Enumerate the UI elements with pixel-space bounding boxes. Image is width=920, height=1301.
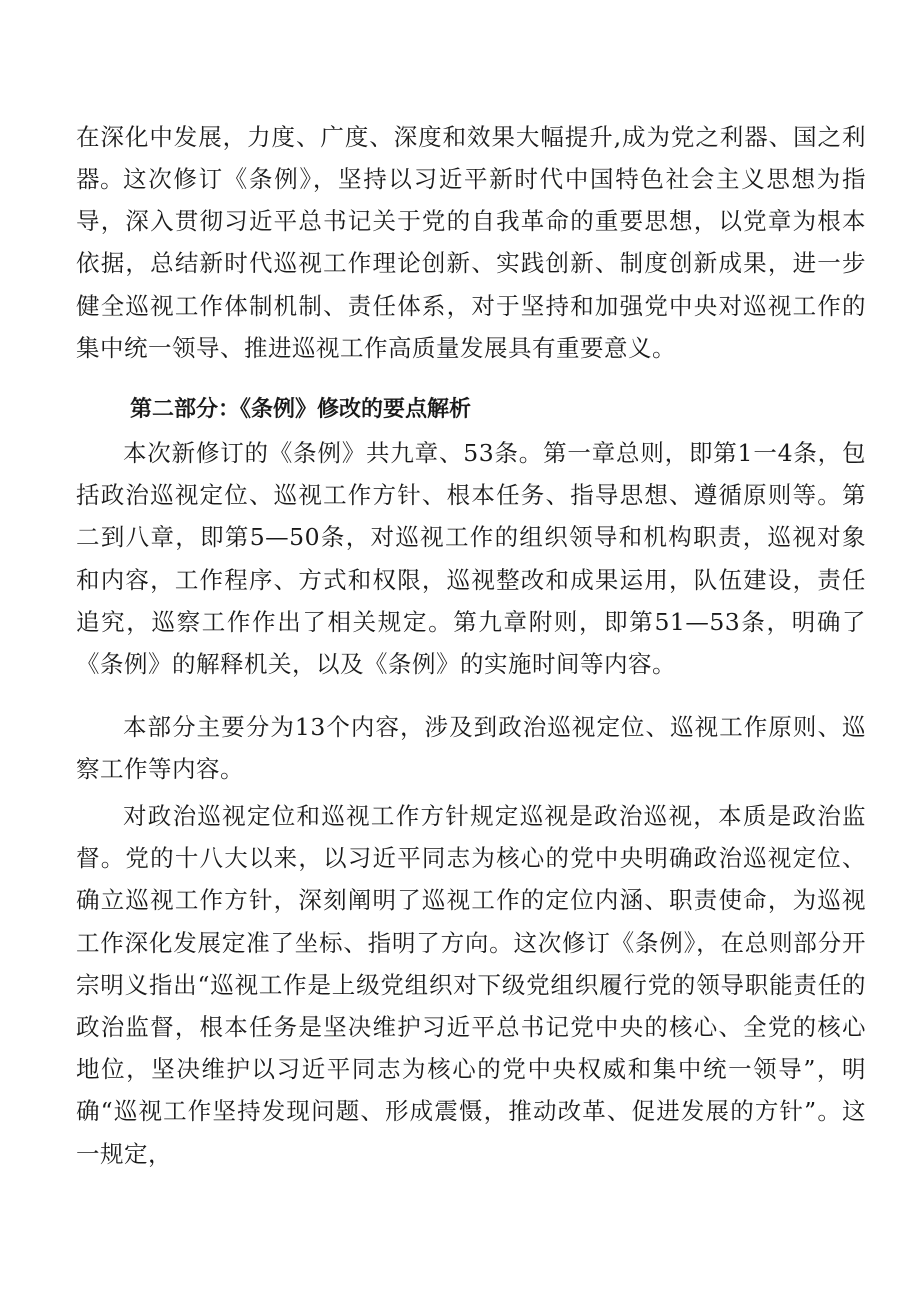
section-heading: 第二部分：《条例》修改的要点解析 [130, 397, 472, 422]
paragraph-political-inspection: 对政治巡视定位和巡视工作方针规定巡视是政治巡视，本质是政治监督。党的十八大以来，以习近平同志为核心的党中央明确政治巡视定位、确立巡视工作方针，深刻阐明了巡视工作的定位内涵、职责使命，为巡视工作深化发展定准了坐标、指明了方向。这次修订《条例》，在总则部分开宗明义指出“巡视工作是上级党组织对下级党组织履行党的领导职能责任的政治监督，根本任务是坚决维护习近平总书记党中央的核心、全党的核心地位，坚决维护以习近平同志为核心的党中央权威和集中统一领导”，明确“巡视工作坚持发现问题、形成震慑，推动改革、促进发展的方针”。这一规定， [76, 802, 866, 1168]
paragraph-structure-overview: 本次新修订的《条例》共九章、53条。第一章总则，即第1一4条，包括政治巡视定位、巡视工作方针、根本任务、指导思想、遵循原则等。第二到八章，即第5—50条，对巡视工作的组织领导和机构职责，巡视对象和内容，工作程序、方式和权限，巡视整改和成果运用，队伍建设，责任追究，巡察工作作出了相关规定。第九章附则，即第51—53条，明确了《条例》的解释机关，以及《条例》的实施时间等内容。 [76, 439, 866, 679]
paragraph-revision-significance: 这次修订《条例》，坚持以习近平新时代中国特色社会主义思想为指导，深入贯彻习近平总书记关于党的自我革命的重要思想，以党章为根本依据，总结新时代巡视工作理论创新、实践创新、制度创新成果，进一步健全巡视工作体制机制、责任体系，对于坚持和加强党中央对巡视工作的集中统一领导、推进巡视工作高质量发展具有重要意义。 [76, 165, 866, 362]
paragraph-continuation: 在深化中发展，力度、广度、深度和效果大幅提升,成为党之利器、国之利器。 [76, 123, 866, 194]
paragraph-part-summary: 本部分主要分为13个内容，涉及到政治巡视定位、巡视工作原则、巡察工作等内容。 [76, 713, 866, 784]
